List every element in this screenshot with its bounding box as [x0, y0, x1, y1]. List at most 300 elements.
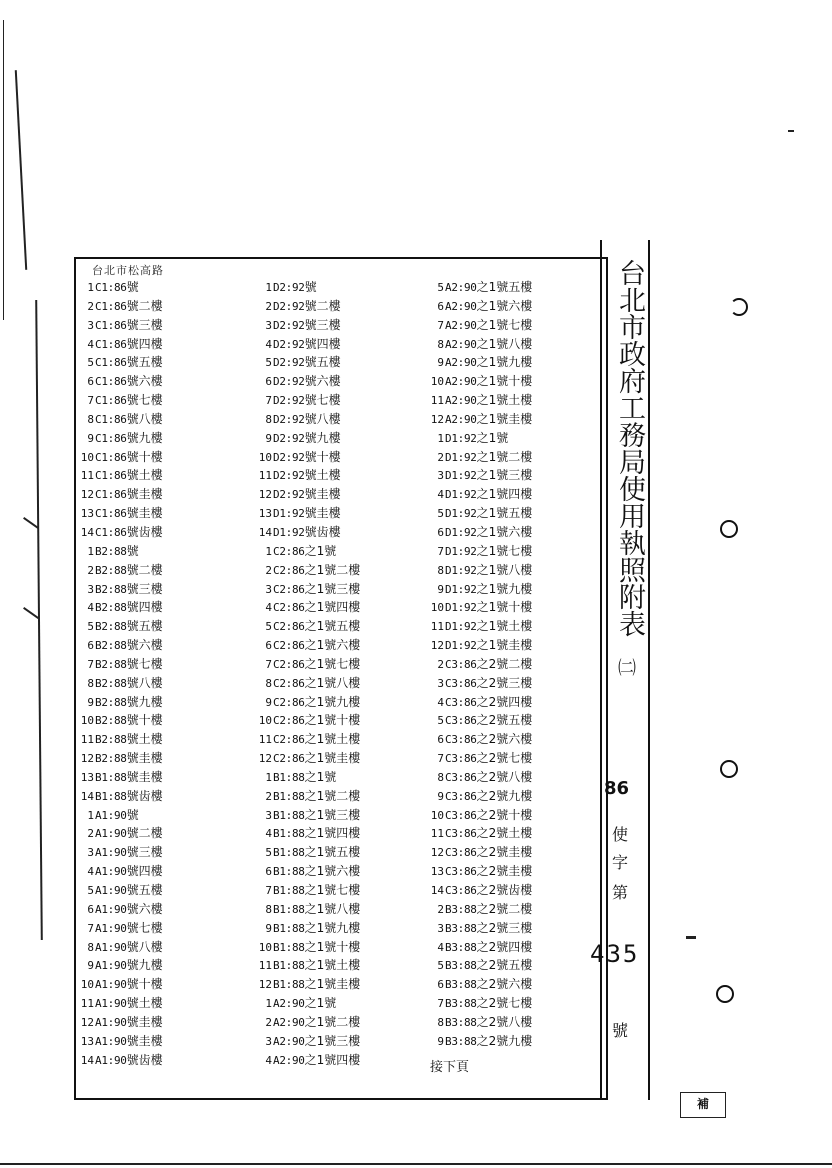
address-entry — [258, 278, 360, 297]
address-text: 之2號五樓 — [476, 958, 533, 973]
unit-code: C2:86 — [273, 639, 305, 653]
address-entry — [258, 975, 360, 994]
unit-code: C2:86 — [273, 563, 305, 577]
address-entry — [258, 787, 360, 806]
address-text: 之1號九樓 — [476, 581, 533, 596]
address-entry — [80, 448, 163, 467]
address-entry — [430, 391, 532, 410]
unit-code: C1:86 — [95, 318, 127, 332]
entry-number: 3 — [265, 318, 272, 332]
address-text: 之2號四樓 — [476, 939, 533, 954]
address-entry — [80, 485, 163, 504]
address-text: 之2號圭樓 — [476, 845, 533, 860]
unit-code: A1:90 — [95, 1015, 127, 1029]
unit-code: D1:92 — [445, 620, 477, 634]
address-text: 之1號八樓 — [476, 336, 533, 351]
unit-code: D2:92 — [273, 488, 305, 502]
address-entry — [258, 429, 360, 448]
unit-code: A1:90 — [95, 846, 127, 860]
address-text: 之2號九樓 — [476, 788, 533, 803]
unit-code: A1:90 — [95, 902, 127, 916]
entry-number: 7 — [87, 657, 94, 671]
entry-number: 10 — [258, 714, 272, 728]
address-entry — [430, 655, 532, 674]
address-text: 之2號二樓 — [476, 901, 533, 916]
entry-number: 9 — [87, 431, 94, 445]
permit-suffix: 號 — [612, 1021, 629, 1040]
scan-edge-line — [3, 20, 4, 320]
unit-code: C3:86 — [445, 714, 477, 728]
unit-code: A2:90 — [445, 318, 477, 332]
unit-code: C3:86 — [445, 865, 477, 879]
address-text: 號九樓 — [126, 430, 163, 445]
entry-number: 3 — [265, 582, 272, 596]
address-text: 之2號八樓 — [476, 769, 533, 784]
unit-code: C1:86 — [95, 337, 127, 351]
address-entry — [258, 655, 360, 674]
unit-code: B2:88 — [95, 601, 127, 615]
address-text: 之1號六樓 — [476, 298, 533, 313]
address-text: 號十樓 — [304, 449, 341, 464]
address-entry — [258, 598, 360, 617]
entry-number: 8 — [265, 676, 272, 690]
permit-prefix-char: 使 — [612, 825, 629, 844]
address-text: 之1號二樓 — [476, 449, 533, 464]
entry-number: 6 — [265, 639, 272, 653]
unit-code: A1:90 — [95, 997, 127, 1011]
unit-code: B2:88 — [95, 714, 127, 728]
address-entry — [258, 843, 360, 862]
address-entry — [258, 938, 360, 957]
address-entry — [430, 353, 532, 372]
address-text: 之1號二樓 — [304, 1014, 361, 1029]
entry-number: 7 — [437, 752, 444, 766]
entry-number: 12 — [258, 752, 272, 766]
address-text: 之1號五樓 — [304, 845, 361, 860]
address-entry — [430, 938, 532, 957]
address-entry — [258, 749, 360, 768]
binder-hole — [720, 520, 738, 538]
address-text: 之1號七樓 — [304, 656, 361, 671]
address-text: 之2號七樓 — [476, 996, 533, 1011]
unit-code: D2:92 — [273, 431, 305, 445]
address-text: 之1號八樓 — [476, 562, 533, 577]
entry-number: 4 — [265, 1053, 272, 1067]
entry-number: 7 — [265, 657, 272, 671]
address-text: 號四樓 — [126, 336, 163, 351]
address-text: 號土樓 — [126, 732, 163, 747]
address-entry — [258, 900, 360, 919]
address-text: 之2號齿樓 — [476, 883, 533, 897]
address-text: 號二樓 — [304, 298, 341, 313]
address-text: 之2號十樓 — [476, 807, 533, 822]
unit-code: B1:88 — [273, 884, 305, 897]
unit-code: B1:88 — [273, 808, 305, 822]
address-entry — [430, 711, 532, 730]
entry-number: 8 — [87, 940, 94, 954]
unit-code: C3:86 — [445, 827, 477, 841]
entry-number: 8 — [437, 1015, 444, 1029]
unit-code: D1:92 — [445, 639, 477, 653]
unit-code: C1:86 — [95, 450, 127, 464]
address-text: 之2號三樓 — [476, 675, 533, 690]
address-text: 之2號二樓 — [476, 656, 533, 671]
entry-number: 5 — [87, 884, 94, 897]
address-entry — [430, 843, 532, 862]
unit-code: A2:90 — [445, 412, 477, 426]
unit-code: C3:86 — [445, 733, 477, 747]
address-entry — [258, 806, 360, 825]
unit-code: C2:86 — [273, 601, 305, 615]
address-text: 號齿樓 — [126, 788, 163, 803]
address-entry — [258, 391, 360, 410]
unit-code: D1:92 — [445, 544, 477, 558]
unit-code: D1:92 — [445, 469, 477, 483]
entry-number: 7 — [265, 394, 272, 408]
unit-code: B1:88 — [95, 770, 127, 784]
unit-code: D2:92 — [273, 394, 305, 408]
unit-code: C3:86 — [445, 846, 477, 860]
entry-number: 6 — [437, 299, 444, 313]
entry-number: 6 — [265, 865, 272, 879]
entry-number: 2 — [87, 827, 94, 841]
address-text: 之1號七樓 — [476, 543, 533, 558]
entry-number: 1 — [87, 281, 94, 294]
address-entry — [258, 580, 360, 599]
address-text: 號四樓 — [304, 336, 341, 351]
road-name-header: 台北市松高路 — [92, 264, 164, 277]
address-text: 之1號九樓 — [304, 694, 361, 709]
address-text: 之1號五樓 — [476, 280, 533, 294]
unit-code: D2:92 — [273, 337, 305, 351]
address-entry — [80, 919, 163, 938]
entry-number: 10 — [258, 450, 272, 464]
entry-number: 13 — [80, 1034, 94, 1048]
entry-number: 11 — [430, 394, 444, 408]
unit-code: B1:88 — [273, 846, 305, 860]
address-entry — [80, 523, 163, 542]
address-entry — [430, 862, 532, 881]
address-text: 之1號七樓 — [304, 883, 361, 897]
entry-number: 2 — [437, 902, 444, 916]
address-text: 之1號四樓 — [304, 1052, 361, 1067]
unit-code: B3:88 — [445, 902, 477, 916]
entry-number: 13 — [80, 507, 94, 521]
address-text: 之1號 — [304, 996, 337, 1011]
address-entry — [430, 749, 532, 768]
entry-number: 1 — [437, 431, 444, 445]
address-text: 號十樓 — [126, 977, 163, 992]
unit-code: A1:90 — [95, 808, 127, 822]
unit-code: C2:86 — [273, 695, 305, 709]
entry-number: 12 — [80, 488, 94, 502]
address-text: 號四樓 — [126, 600, 163, 615]
address-text: 之1號三樓 — [304, 581, 361, 596]
address-text: 號 — [126, 280, 139, 294]
address-text: 之1號三樓 — [304, 1033, 361, 1048]
address-entry — [80, 580, 163, 599]
entry-number: 11 — [258, 469, 272, 483]
unit-code: B3:88 — [445, 940, 477, 954]
address-entry — [430, 674, 532, 693]
entry-number: 5 — [87, 356, 94, 370]
address-entry — [430, 372, 532, 391]
address-entry — [80, 410, 163, 429]
address-text: 之2號六樓 — [476, 732, 533, 747]
address-text: 之2號圭樓 — [476, 864, 533, 879]
address-text: 之1號四樓 — [304, 826, 361, 841]
address-entry — [258, 353, 360, 372]
entry-number: 3 — [87, 318, 94, 332]
address-entry — [80, 1032, 163, 1051]
unit-code: A2:90 — [273, 1015, 305, 1029]
entry-number: 2 — [87, 563, 94, 577]
unit-code: D1:92 — [445, 563, 477, 577]
address-text: 之1號四樓 — [304, 600, 361, 615]
unit-code: C1:86 — [95, 431, 127, 445]
unit-code: D1:92 — [445, 488, 477, 502]
address-entry — [258, 824, 360, 843]
entry-number: 3 — [437, 921, 444, 935]
address-entry — [80, 617, 163, 636]
address-entry — [430, 297, 532, 316]
address-text: 號圭樓 — [126, 1014, 163, 1029]
address-entry — [430, 975, 532, 994]
unit-code: C3:86 — [445, 695, 477, 709]
address-entry — [430, 994, 532, 1013]
entry-number: 10 — [430, 808, 444, 822]
address-text: 之1號三樓 — [476, 468, 533, 483]
address-text: 之1號圭樓 — [304, 977, 361, 992]
address-entry — [80, 316, 163, 335]
entry-number: 9 — [87, 695, 94, 709]
entry-number: 14 — [80, 789, 94, 803]
entry-number: 10 — [430, 601, 444, 615]
scan-dash-mark — [686, 936, 696, 939]
unit-code: C2:86 — [273, 714, 305, 728]
unit-code: A2:90 — [445, 337, 477, 351]
entry-number: 1 — [265, 997, 272, 1011]
address-text: 號三樓 — [126, 581, 163, 596]
address-entry — [258, 523, 360, 542]
entry-number: 10 — [430, 375, 444, 389]
address-text: 號八樓 — [126, 675, 163, 690]
address-entry — [430, 919, 532, 938]
address-text: 號齿樓 — [304, 524, 341, 539]
address-entry — [80, 787, 163, 806]
address-entry — [258, 693, 360, 712]
binder-hole — [730, 298, 748, 316]
entry-number: 9 — [437, 356, 444, 370]
unit-code: D2:92 — [273, 412, 305, 426]
unit-code: B3:88 — [445, 921, 477, 935]
unit-code: B2:88 — [95, 563, 127, 577]
entry-number: 14 — [258, 525, 272, 539]
address-text: 之1號十樓 — [476, 374, 533, 389]
address-entry — [258, 881, 360, 900]
entry-number: 13 — [258, 507, 272, 521]
address-entry — [80, 674, 163, 693]
address-text: 之1號六樓 — [304, 638, 361, 653]
address-entry — [430, 504, 532, 523]
address-entry — [80, 636, 163, 655]
address-column-2 — [258, 278, 360, 1069]
address-entry — [258, 410, 360, 429]
entry-number: 11 — [80, 997, 94, 1011]
entry-number: 6 — [437, 978, 444, 992]
address-entry — [258, 956, 360, 975]
entry-number: 4 — [437, 940, 444, 954]
entry-number: 1 — [87, 808, 94, 822]
address-entry — [80, 1013, 163, 1032]
unit-code: B2:88 — [95, 620, 127, 634]
entry-number: 8 — [87, 412, 94, 426]
address-entry — [430, 881, 532, 900]
address-text: 號三樓 — [304, 317, 341, 332]
address-text: 號圭樓 — [304, 487, 341, 502]
entry-number: 11 — [430, 827, 444, 841]
unit-code: D2:92 — [273, 299, 305, 313]
address-text: 之2號三樓 — [476, 920, 533, 935]
unit-code: B2:88 — [95, 639, 127, 653]
unit-code: D1:92 — [445, 582, 477, 596]
address-text: 之1號十樓 — [304, 713, 361, 728]
entry-number: 3 — [87, 846, 94, 860]
entry-number: 3 — [437, 469, 444, 483]
address-entry — [430, 485, 532, 504]
address-text: 之1號八樓 — [304, 675, 361, 690]
address-entry — [80, 975, 163, 994]
permit-year: 86 — [604, 778, 630, 799]
unit-code: C3:86 — [445, 752, 477, 766]
address-entry — [80, 542, 163, 561]
address-entry — [430, 956, 532, 975]
address-text: 之1號土樓 — [476, 393, 533, 408]
address-text: 號四樓 — [126, 864, 163, 879]
entry-number: 10 — [80, 978, 94, 992]
address-entry — [80, 862, 163, 881]
entry-number: 8 — [437, 337, 444, 351]
entry-number: 4 — [265, 337, 272, 351]
entry-number: 12 — [430, 639, 444, 653]
address-text: 號二樓 — [126, 826, 163, 841]
unit-code: A2:90 — [445, 299, 477, 313]
address-entry — [430, 730, 532, 749]
address-entry — [430, 429, 532, 448]
address-entry — [80, 938, 163, 957]
address-text: 號五樓 — [126, 619, 163, 634]
entry-number: 10 — [80, 714, 94, 728]
unit-code: A1:90 — [95, 827, 127, 841]
entry-number: 3 — [87, 582, 94, 596]
entry-number: 6 — [87, 639, 94, 653]
address-text: 號八樓 — [126, 411, 163, 426]
address-text: 號 — [304, 280, 317, 294]
unit-code: B3:88 — [445, 997, 477, 1011]
unit-code: B3:88 — [445, 1034, 477, 1048]
scan-dash-mark — [788, 130, 794, 132]
entry-number: 1 — [265, 544, 272, 558]
entry-number: 4 — [265, 827, 272, 841]
unit-code: C2:86 — [273, 676, 305, 690]
address-entry — [430, 410, 532, 429]
entry-number: 14 — [430, 884, 444, 897]
entry-number: 6 — [437, 525, 444, 539]
address-text: 之1號七樓 — [476, 317, 533, 332]
address-entry — [258, 1032, 360, 1051]
address-text: 之1號八樓 — [304, 901, 361, 916]
address-entry — [258, 919, 360, 938]
entry-number: 7 — [87, 921, 94, 935]
permit-number: 435 — [590, 940, 640, 968]
entry-number: 12 — [80, 752, 94, 766]
entry-number: 9 — [265, 695, 272, 709]
unit-code: C1:86 — [95, 507, 127, 521]
unit-code: B3:88 — [445, 1015, 477, 1029]
unit-code: B1:88 — [273, 921, 305, 935]
address-entry — [430, 806, 532, 825]
address-entry — [430, 278, 532, 297]
unit-code: C1:86 — [95, 299, 127, 313]
address-text: 號圭樓 — [126, 751, 163, 766]
address-entry — [258, 466, 360, 485]
address-entry — [80, 693, 163, 712]
address-entry — [430, 693, 532, 712]
address-text: 號圭樓 — [126, 487, 163, 502]
address-text: 之1號五樓 — [304, 619, 361, 634]
address-text: 號圭樓 — [126, 506, 163, 521]
unit-code: B2:88 — [95, 752, 127, 766]
address-text: 號九樓 — [126, 958, 163, 973]
scan-bottom-line — [0, 1163, 832, 1165]
unit-code: D2:92 — [273, 281, 305, 294]
entry-number: 2 — [265, 299, 272, 313]
entry-number: 3 — [437, 676, 444, 690]
unit-code: C3:86 — [445, 770, 477, 784]
unit-code: A1:90 — [95, 921, 127, 935]
entry-number: 1 — [265, 770, 272, 784]
address-entry — [80, 561, 163, 580]
entry-number: 5 — [437, 281, 444, 294]
address-text: 號土樓 — [126, 996, 163, 1011]
unit-code: B1:88 — [273, 770, 305, 784]
address-entry — [430, 900, 532, 919]
entry-number: 4 — [87, 601, 94, 615]
address-entry — [430, 598, 532, 617]
address-text: 號八樓 — [304, 411, 341, 426]
address-text: 號八樓 — [126, 939, 163, 954]
unit-code: C3:86 — [445, 676, 477, 690]
table-marker: ㈡ — [618, 658, 636, 679]
address-entry — [258, 1051, 360, 1070]
entry-number: 13 — [430, 865, 444, 879]
entry-number: 5 — [437, 959, 444, 973]
entry-number: 8 — [87, 676, 94, 690]
entry-number: 1 — [87, 544, 94, 558]
entry-number: 11 — [258, 959, 272, 973]
entry-number: 5 — [265, 620, 272, 634]
entry-number: 13 — [80, 770, 94, 784]
scan-margin-line — [35, 300, 43, 940]
unit-code: A1:90 — [95, 865, 127, 879]
address-text: 號六樓 — [126, 374, 163, 389]
unit-code: B2:88 — [95, 582, 127, 596]
address-text: 之2號七樓 — [476, 751, 533, 766]
unit-code: C1:86 — [95, 488, 127, 502]
address-text: 之1號圭樓 — [476, 638, 533, 653]
entry-number: 7 — [437, 997, 444, 1011]
unit-code: A2:90 — [273, 1034, 305, 1048]
